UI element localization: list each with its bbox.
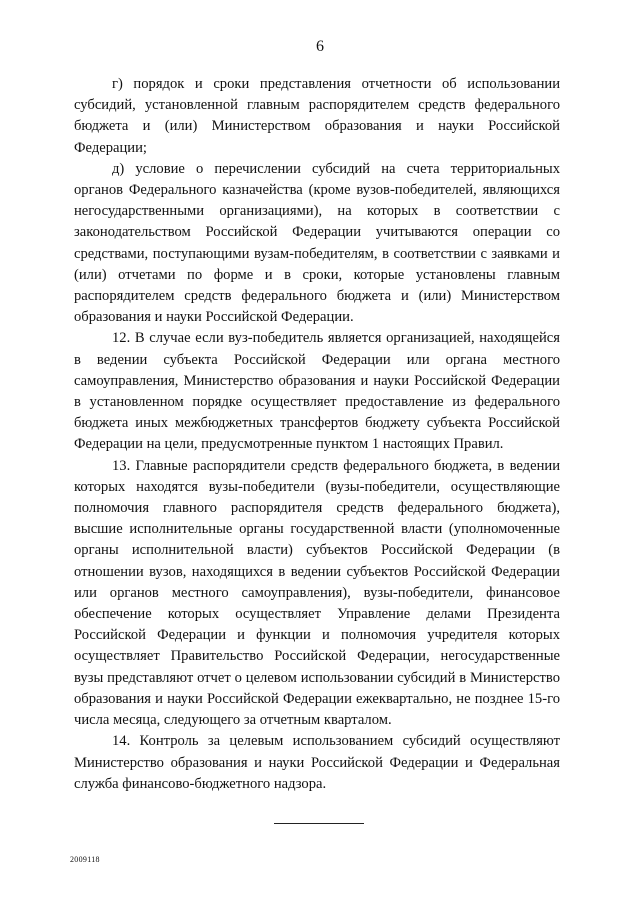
document-code: 2009118: [70, 855, 100, 864]
paragraph-g: г) порядок и сроки представления отчетности об использовании субсидий, установленной главным распорядителем средств федерального бюджета и (или) Министерством образования и науки Российской Федерации;: [74, 76, 560, 156]
paragraph-14: 14. Контроль за целевым использованием субсидий осуществляют Министерство образования и науки Российской Федерации и Федеральная служба финансово-бюджетного надзора.: [74, 733, 560, 792]
paragraph-12: 12. В случае если вуз-победитель является организацией, находящейся в ведении субъекта Российской Федерации или органа местного самоуправления, Министерство образования и науки Российской Федерации в установленном порядке осуществляет предоставление из федерального бюджета иных межбюджетных трансфертов бюджету субъекта Российской Федерации на цели, предусмотренные пунктом 1 настоящих Правил.: [74, 330, 560, 453]
paragraph-d: д) условие о перечислении субсидий на счета территориальных органов Федерального казначейства (кроме вузов-победителей, являющихся негосударственными организациями), на которых в соответствии с законодательством Российской Федерации учитываются операции со средствами, поступающими вузам-победителям, в соответствии с заявками и (или) отчетами по форме и в сроки, которые установлены главным распорядителем средств федерального бюджета и (или) Министерством образования и науки Российской Федерации.: [74, 160, 560, 326]
paragraph-13: 13. Главные распорядители средств федерального бюджета, в ведении которых находятся вузы-победители (вузы-победители, осуществляющие полномочия главного распорядителя средств федерального бюджета), высшие исполнительные органы государственной власти (уполномоченные органы исполнительной власти) субъектов Российской Федерации (в отношении вузов, находящихся в ведении субъектов Российской Федерации или органов местного самоуправления), вузы-победители, финансовое обеспечение которых осуществляет Управление делами Президента Российской Федерации и функции и полномочия учредителя которых осуществляет Правительство Российской Федерации, негосударственные вузы представляют отчет о целевом использовании субсидий в Министерство образования и науки Российской Федерации ежеквартально, не позднее 15-го числа месяца, следующего за отчетным кварталом.: [74, 457, 560, 729]
document-body: [74, 74, 560, 795]
page-number: 6: [316, 38, 324, 55]
end-divider: [274, 823, 364, 824]
